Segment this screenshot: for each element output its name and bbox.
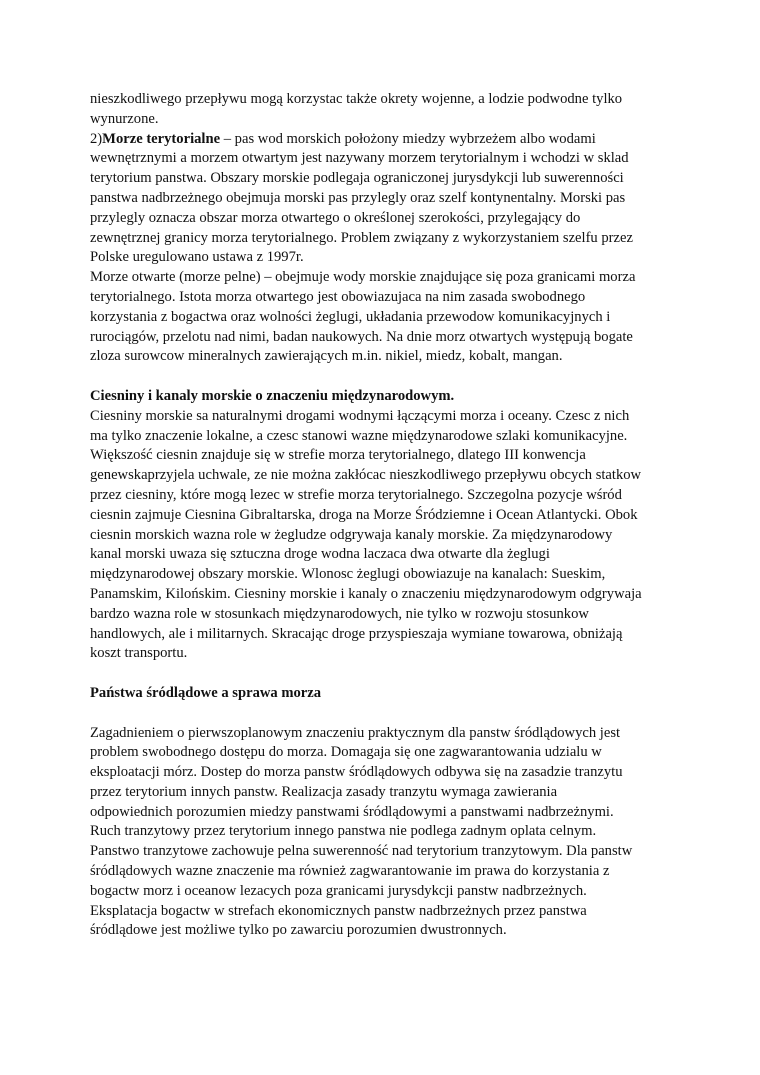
text-line: bogactw morz i oceanow lezacych poza granicami jurysdykcji panstw nadbrzeżnych.	[90, 882, 587, 899]
text-line: panstwa nadbrzeżnego obejmuja morski pas przylegly oraz szelf kontynentalny. Morski pas	[90, 189, 626, 206]
text-line: przez ciesniny, które mogą lezec w strefie morza terytorialnego. Szczegolna pozycje wśród	[90, 486, 622, 503]
text-line: rurociągów, przelotu nad nimi, badan naukowych. Na dnie morz otwartych występują bogate	[90, 328, 633, 345]
text-line: ciesnin zajmuje Ciesnina Gibraltarska, droga na Morze Śródziemne i Ocean Atlantycki. Obok	[90, 506, 638, 523]
text-line: terytorialnego. Istota morza otwartego jest obowiazujaca na nim zasada swobodnego	[90, 288, 586, 305]
section-heading-landlocked: Państwa śródlądowe a sprawa morza	[90, 684, 322, 701]
text-line: eksploatacji mórz. Dostep do morza panstw śródlądowych odbywa się na zasadzie tranzytu	[90, 764, 623, 781]
text-line: korzystania z bogactwa oraz wolności żeglugi, układania przewodow komunikacyjnych i	[90, 308, 611, 325]
text-line: Morze otwarte (morze pelne) – obejmuje wody morskie znajdujące się poza granicami morza	[90, 269, 636, 286]
text-line: genewskaprzyjela uchwale, ze nie można zakłócac nieszkodliwego przepływu obcych statkow	[90, 467, 642, 484]
text-line: bardzo wazna role w stosunkach międzynarodowych, nie tylko w rozwoju stosunkow	[90, 605, 589, 622]
text-line: Ciesniny morskie sa naturalnymi drogami wodnymi łączącymi morza i oceany. Czesc z nich	[90, 407, 630, 424]
paragraph-gap	[90, 367, 680, 387]
text-line: terytorium panstwa. Obszary morskie podlegaja ograniczonej jurysdykcji lub suwerenności	[90, 170, 624, 187]
text-line: zewnętrznej granicy morza terytorialnego. Problem związany z wykorzystaniem szelfu przez	[90, 229, 633, 246]
text-line: Eksplatacja bogactw w strefach ekonomicznych panstw nadbrzeżnych przez panstwa	[90, 902, 587, 919]
text-line: Panamskim, Kilońskim. Ciesniny morskie i kanaly o znaczeniu międzynarodowym odgrywaja	[90, 585, 642, 602]
section-heading-straits: Ciesniny i kanaly morskie o znaczeniu międzynarodowym.	[90, 387, 455, 404]
text-line: Ruch tranzytowy przez terytorium innego panstwa nie podlega zadnym oplata celnym.	[90, 823, 597, 840]
territorial-sea-first-line	[90, 130, 680, 150]
paragraph-gap	[90, 664, 680, 684]
list-number: 2)	[90, 130, 103, 147]
text-line: przez terytorium innych panstw. Realizacja zasady tranzytu wymaga zawierania	[90, 783, 558, 800]
text-line: Zagadnieniem o pierwszoplanowym znaczeniu praktycznym dla panstw śródlądowych jest	[90, 724, 621, 741]
text-line: Panstwo tranzytowe zachowuje pelna suwerenność nad terytorium tranzytowym. Dla panstw	[90, 843, 633, 860]
text-line: kanal morski uwaza się sztuczna droge wodna laczaca dwa otwarte dla żeglugi	[90, 546, 550, 563]
text-line: przylegly oznacza obszar morza otwartego o określonej szerokości, przylegający do	[90, 209, 581, 226]
text-line: koszt transportu.	[90, 645, 188, 662]
text-line: wewnętrznymi a morzem otwartym jest nazywany morzem terytorialnym i wchodzi w sklad	[90, 150, 629, 167]
text-line: nieszkodliwego przepływu mogą korzystac także okrety wojenne, a lodzie podwodne tylko	[90, 91, 623, 107]
text-line: śródlądowych wazne znaczenie ma również zagwarantowanie im prawa do korzystania z	[90, 863, 610, 880]
text-line: problem swobodnego dostępu do morza. Domagaja się one zagwarantowania udzialu w	[90, 744, 602, 761]
text-fragment: – pas wod morskich położony miedzy wybrzeżem albo wodami	[220, 130, 596, 147]
text-line: międzynarodowej obszary morskie. Wlonosc żeglugi obowiazuje na kanalach: Sueskim,	[90, 566, 606, 583]
text-line: ma tylko znaczenie lokalne, a czesc stanowi wazne międzynarodowe szlaki komunikacyjne.	[90, 427, 628, 444]
text-line: odpowiednich porozumien miedzy panstwami śródlądowymi a panstwami nadbrzeżnymi.	[90, 803, 614, 820]
text-line: wynurzone.	[90, 110, 159, 127]
text-line: ciesnin morskich wazna role w żegludze odgrywaja kanaly morskie. Za międzynarodowy	[90, 526, 613, 543]
text-line: Polske uregulowano ustawa z 1997r.	[90, 249, 304, 266]
text-line: śródlądowe jest możliwe tylko po zawarciu porozumien dwustronnych.	[90, 922, 507, 939]
text-line: Większość ciesnin znajduje się w strefie morza terytorialnego, dlatego III konwencja	[90, 447, 586, 464]
text-line: handlowych, ale i militarnych. Skracając droge przyspieszaja wymiane towarowa, obniżają	[90, 625, 623, 642]
term-territorial-sea: Morze terytorialne	[102, 130, 221, 147]
document-page	[90, 90, 680, 941]
paragraph-gap	[90, 704, 680, 724]
text-line: zloza surowcow mineralnych zawierających m.in. nikiel, miedz, kobalt, mangan.	[90, 348, 563, 365]
